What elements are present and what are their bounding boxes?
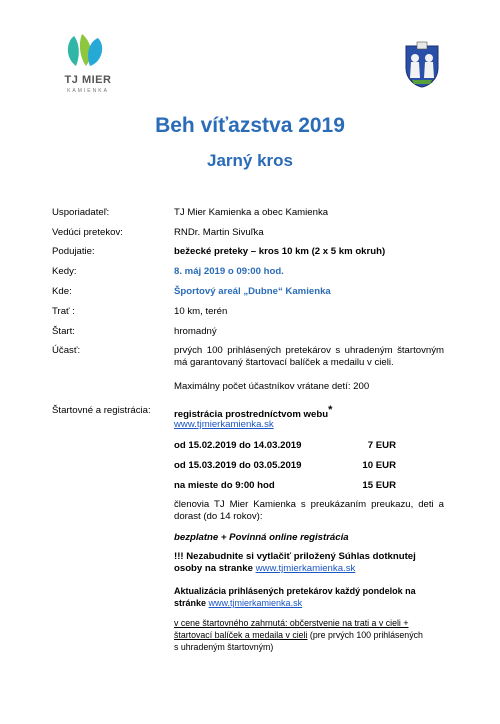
update-notice-text: Aktualizácia prihlásených pretekárov každý pondelok na stránke — [174, 586, 416, 608]
registration-heading-text: registrácia prostredníctvom webu — [174, 409, 329, 421]
date-label: Kedy: — [52, 266, 77, 277]
coat-of-arms — [404, 40, 440, 88]
price-period: na mieste do 9:00 hod — [174, 480, 275, 491]
participation-value: prvých 100 prihlásených pretekárov s uhradeným štartovným má garantovaný štartovací balíček a medailu v cieli. — [174, 345, 444, 368]
logo-name: TJ MIER — [64, 74, 112, 86]
leaf-logo-icon — [62, 32, 112, 70]
organizer-value: TJ Mier Kamienka a obec Kamienka — [174, 207, 329, 218]
price-row — [174, 440, 396, 451]
venue-value: Športový areál „Dubne“ Kamienka — [174, 286, 331, 297]
event-type-value: bežecké preteky – kros 10 km (2 x 5 km okruh) — [174, 246, 386, 257]
package-note-rest: (pre prvých 100 prihlásených — [307, 630, 423, 640]
update-notice — [174, 585, 444, 609]
director-value: RNDr. Martin Sivuľka — [174, 227, 264, 238]
organizer-label: Usporiadateľ: — [52, 207, 110, 218]
track-value: 10 km, terén — [174, 306, 228, 317]
price-period: od 15.02.2019 do 14.03.2019 — [174, 440, 302, 451]
start-value: hromadný — [174, 326, 217, 337]
free-note: bezplatne + Povinná online registrácia — [174, 532, 349, 543]
price-amount: 7 EUR — [367, 440, 396, 451]
coat-of-arms-icon — [404, 40, 440, 88]
print-notice — [174, 551, 444, 575]
registration-link[interactable]: www.tjmierkamienka.sk — [174, 419, 274, 430]
package-note-line1: v cene štartovného zahrnutá: občerstvenie na trati a v cieli + — [174, 618, 409, 628]
participation-label: Účasť: — [52, 345, 81, 356]
price-period: od 15.03.2019 do 03.05.2019 — [174, 460, 302, 471]
price-amount: 10 EUR — [362, 460, 396, 471]
fees-label: Štartovné a registrácia: — [52, 405, 151, 416]
start-label: Štart: — [52, 326, 75, 337]
print-notice-text: !!! Nezabudnite si vytlačiť priložený Súhlas dotknutej osoby na stranke — [174, 551, 416, 574]
package-note-line3: s uhradeným štartovným) — [174, 642, 274, 652]
members-note: členovia TJ Mier Kamienka s preukázaním preukazu, deti a dorast (do 14 rokov): — [174, 499, 444, 522]
venue-label: Kde: — [52, 286, 72, 297]
date-value: 8. máj 2019 o 09:00 hod. — [174, 266, 284, 277]
price-amount: 15 EUR — [362, 480, 396, 491]
update-notice-link[interactable]: www.tjmierkamienka.sk — [208, 598, 303, 608]
price-row — [174, 460, 396, 471]
logo-subtitle: KAMIENKA — [67, 88, 109, 94]
event-subtitle: Jarný kros — [207, 151, 293, 170]
price-row — [174, 480, 396, 491]
registration-star: * — [328, 404, 333, 416]
package-note-underlined: štartovací balíček a medaila v cieli — [174, 630, 308, 640]
event-type-label: Podujatie: — [52, 246, 95, 257]
director-label: Vedúci pretekov: — [52, 227, 123, 238]
event-title: Beh víťazstva 2019 — [155, 114, 345, 137]
package-note-line2 — [174, 629, 423, 641]
participation-max: Maximálny počet účastníkov vrátane detí: 200 — [174, 381, 370, 392]
print-notice-link[interactable]: www.tjmierkamienka.sk — [255, 563, 356, 574]
club-logo — [48, 32, 128, 102]
track-label: Trať : — [52, 306, 75, 317]
